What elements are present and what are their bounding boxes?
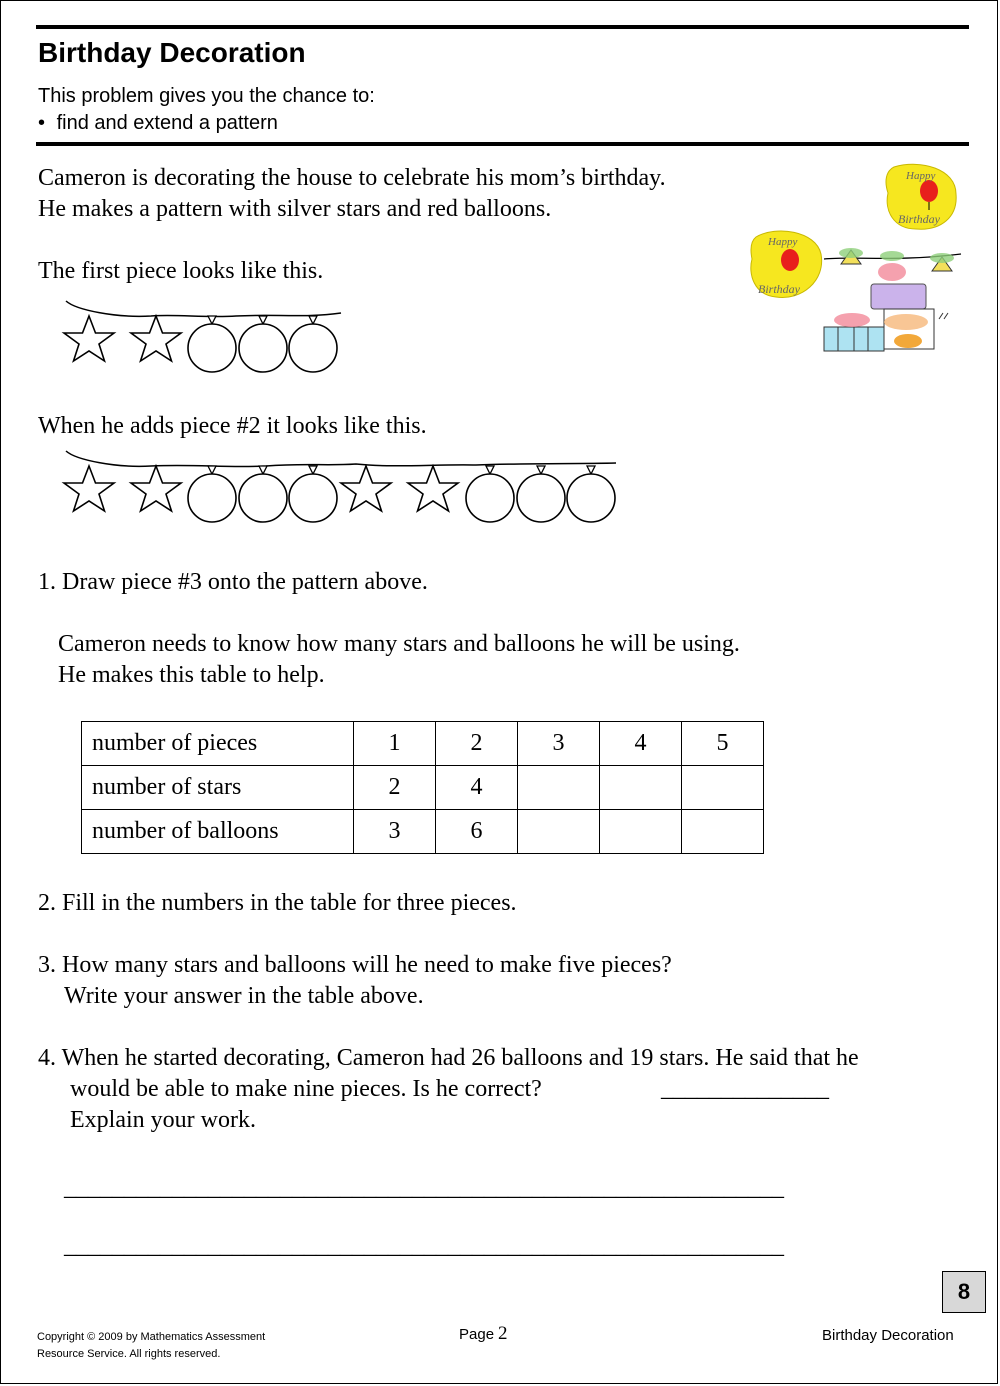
table-cell: 4 <box>436 766 518 810</box>
second-piece-text: When he adds piece #2 it looks like this. <box>38 413 427 439</box>
answer-cell[interactable] <box>682 810 764 854</box>
table-cell: 5 <box>682 722 764 766</box>
pattern-piece-2 <box>56 446 636 531</box>
question-4-line-1: 4. When he started decorating, Cameron had 26 balloons and 19 stars. He said that he <box>38 1045 859 1071</box>
question-3-line-2: Write your answer in the table above. <box>64 983 424 1009</box>
balloon-icon <box>239 466 287 522</box>
star-icon <box>131 466 181 511</box>
score-box: 8 <box>942 1271 986 1313</box>
balloon-icon <box>289 466 337 522</box>
story-line-2: He makes a pattern with silver stars and red balloons. <box>38 196 552 222</box>
pattern-piece-1 <box>56 296 356 381</box>
bullet-text: find and extend a pattern <box>56 112 278 134</box>
answer-cell[interactable] <box>600 810 682 854</box>
answer-cell[interactable] <box>518 810 600 854</box>
badge-text-top: Happy <box>906 170 936 182</box>
table-row <box>82 810 764 854</box>
string-line <box>66 301 341 317</box>
badge-text-bottom: Birthday <box>898 212 940 226</box>
balloon-icon <box>466 466 514 522</box>
bullet-mark: • <box>38 112 46 134</box>
row-label-pieces: number of pieces <box>82 722 354 766</box>
table-cell: 2 <box>354 766 436 810</box>
answer-cell[interactable] <box>518 766 600 810</box>
question-4-line-3: Explain your work. <box>70 1107 256 1133</box>
answer-cell[interactable] <box>600 766 682 810</box>
badge-text-top-2: Happy <box>768 236 798 248</box>
top-rule <box>36 25 969 29</box>
table-cell: 3 <box>518 722 600 766</box>
answer-line-2[interactable]: ____________________________________________________________ <box>64 1233 784 1259</box>
question-1: 1. Draw piece #3 onto the pattern above. <box>38 569 428 595</box>
badge-text-bottom-2: Birthday <box>758 282 800 296</box>
string-line <box>66 451 616 467</box>
copyright-line-2: Resource Service. All rights reserved. <box>37 1348 221 1360</box>
table-cell: 4 <box>600 722 682 766</box>
header-rule <box>36 142 969 146</box>
balloon-icon <box>289 316 337 372</box>
star-icon <box>131 316 181 361</box>
copyright-line-1: Copyright © 2009 by Mathematics Assessment <box>37 1331 266 1343</box>
star-icon <box>64 466 114 511</box>
balloon-icon <box>188 466 236 522</box>
balloon-icon <box>567 466 615 522</box>
page-number-label <box>459 1323 508 1345</box>
table-context-line-2: He makes this table to help. <box>58 662 325 688</box>
question-2: 2. Fill in the numbers in the table for three pieces. <box>38 890 517 916</box>
stars-balloons-table <box>81 721 764 854</box>
page-word: Page <box>459 1326 495 1343</box>
table-cell: 1 <box>354 722 436 766</box>
answer-blank-yes-no[interactable]: ______________ <box>661 1076 829 1102</box>
birthday-clipart-icon <box>746 159 971 356</box>
table-row <box>82 766 764 810</box>
page-number: 2 <box>498 1323 508 1344</box>
table-row <box>82 722 764 766</box>
story-line-1: Cameron is decorating the house to celebrate his mom’s birthday. <box>38 165 666 191</box>
balloon-icon <box>239 316 287 372</box>
question-4-line-2: would be able to make nine pieces. Is he correct? <box>70 1076 542 1102</box>
question-3-line-1: 3. How many stars and balloons will he need to make five pieces? <box>38 952 672 978</box>
answer-line-1[interactable]: ____________________________________________________________ <box>64 1175 784 1201</box>
table-cell: 2 <box>436 722 518 766</box>
answer-cell[interactable] <box>682 766 764 810</box>
page-title: Birthday Decoration <box>38 37 306 68</box>
table-context-line-1: Cameron needs to know how many stars and balloons he will be using. <box>58 631 740 657</box>
table-cell: 6 <box>436 810 518 854</box>
intro-bullet <box>38 112 278 135</box>
balloon-icon <box>188 316 236 372</box>
star-icon <box>341 466 391 511</box>
first-piece-text: The first piece looks like this. <box>38 258 324 284</box>
star-icon <box>408 466 458 511</box>
intro-text: This problem gives you the chance to: <box>38 85 375 107</box>
table-cell: 3 <box>354 810 436 854</box>
row-label-stars: number of stars <box>82 766 354 810</box>
star-icon <box>64 316 114 361</box>
row-label-balloons: number of balloons <box>82 810 354 854</box>
balloon-icon <box>517 466 565 522</box>
footer-title: Birthday Decoration <box>822 1327 954 1344</box>
